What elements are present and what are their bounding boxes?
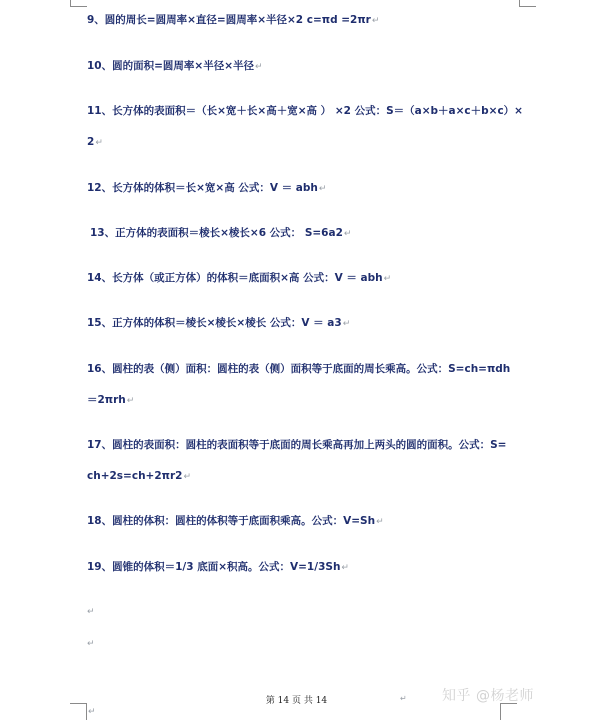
paragraph-mark: ↵ [343, 229, 352, 239]
watermark-label: 知乎 @杨老师 [442, 688, 534, 704]
formula-line-17-cont [87, 469, 191, 484]
paragraph-mark: ↵ [376, 517, 384, 527]
empty-paragraph-mark: ↵ [87, 639, 95, 649]
crop-mark-top-right-h [519, 6, 536, 7]
formula-line-18 [87, 514, 384, 529]
paragraph-mark: ↵ [318, 184, 327, 194]
formula-line-19 [87, 560, 349, 575]
formula-line-11 [87, 104, 523, 118]
formula-text: 19、圆锥的体积＝1/3 底面×积高。公式：V=1/3Sh [87, 561, 341, 573]
formula-line-16 [87, 362, 510, 376]
paragraph-mark: ↵ [126, 396, 135, 406]
formula-line-15 [87, 316, 350, 331]
paragraph-mark: ↵ [183, 472, 191, 482]
formula-line-12 [87, 181, 326, 196]
paragraph-mark: ↵ [342, 319, 351, 329]
formula-text: 18、圆柱的体积：圆柱的体积等于底面积乘高。公式：V=Sh [87, 515, 376, 527]
formula-text: 15、正方体的体积＝棱长×棱长×棱长 公式：V ＝ a3 [87, 317, 342, 329]
formula-line-10 [87, 59, 263, 74]
formula-text: ch+2s=ch+2πr2 [87, 470, 183, 482]
formula-text: ＝2πrh [87, 394, 126, 406]
paragraph-mark: ↵ [255, 62, 263, 72]
footer-paragraph-mark: ↵ [400, 694, 407, 703]
empty-paragraph-mark: ↵ [87, 607, 95, 617]
page-footer: 第 14 页 共 14 [265, 696, 328, 706]
footer-line-mark: ↵ [88, 707, 96, 717]
formula-text: 2 [87, 136, 95, 148]
paragraph-mark: ↵ [383, 274, 392, 284]
crop-mark-top-left-h [70, 6, 87, 7]
formula-text: 10、圆的面积=圆周率×半径×半径 [87, 60, 255, 72]
formula-text: 17、圆柱的表面积：圆柱的表面积等于底面的周长乘高再加上两头的圆的面积。公式：S= [87, 439, 507, 451]
formula-text: 9、圆的周长=圆周率×直径=圆周率×半径×2 c=πd =2πr [87, 14, 371, 26]
paragraph-mark: ↵ [95, 138, 103, 148]
formula-text: 11、长方体的表面积＝（长×宽＋长×高＋宽×高 ） ×2 公式：S＝（a×b＋a×c＋b×c）× [87, 105, 523, 117]
formula-line-13 [90, 226, 351, 241]
formula-line-17 [87, 438, 506, 452]
formula-text: 16、圆柱的表（侧）面积：圆柱的表（侧）面积等于底面的周长乘高。公式：S=ch=πdh [87, 363, 511, 375]
formula-text: 13、正方体的表面积＝棱长×棱长×6 公式： S=6a2 [90, 227, 343, 239]
formula-line-9 [87, 13, 379, 28]
formula-line-14 [87, 271, 391, 286]
paragraph-mark: ↵ [341, 563, 349, 573]
paragraph-mark: ↵ [371, 16, 380, 26]
formula-line-16-cont [87, 393, 134, 408]
formula-line-11-cont [87, 135, 103, 150]
formula-text: 12、长方体的体积＝长×宽×高 公式：V ＝ abh [87, 182, 318, 194]
formula-text: 14、长方体（或正方体）的体积＝底面积×高 公式：V ＝ abh [87, 272, 383, 284]
